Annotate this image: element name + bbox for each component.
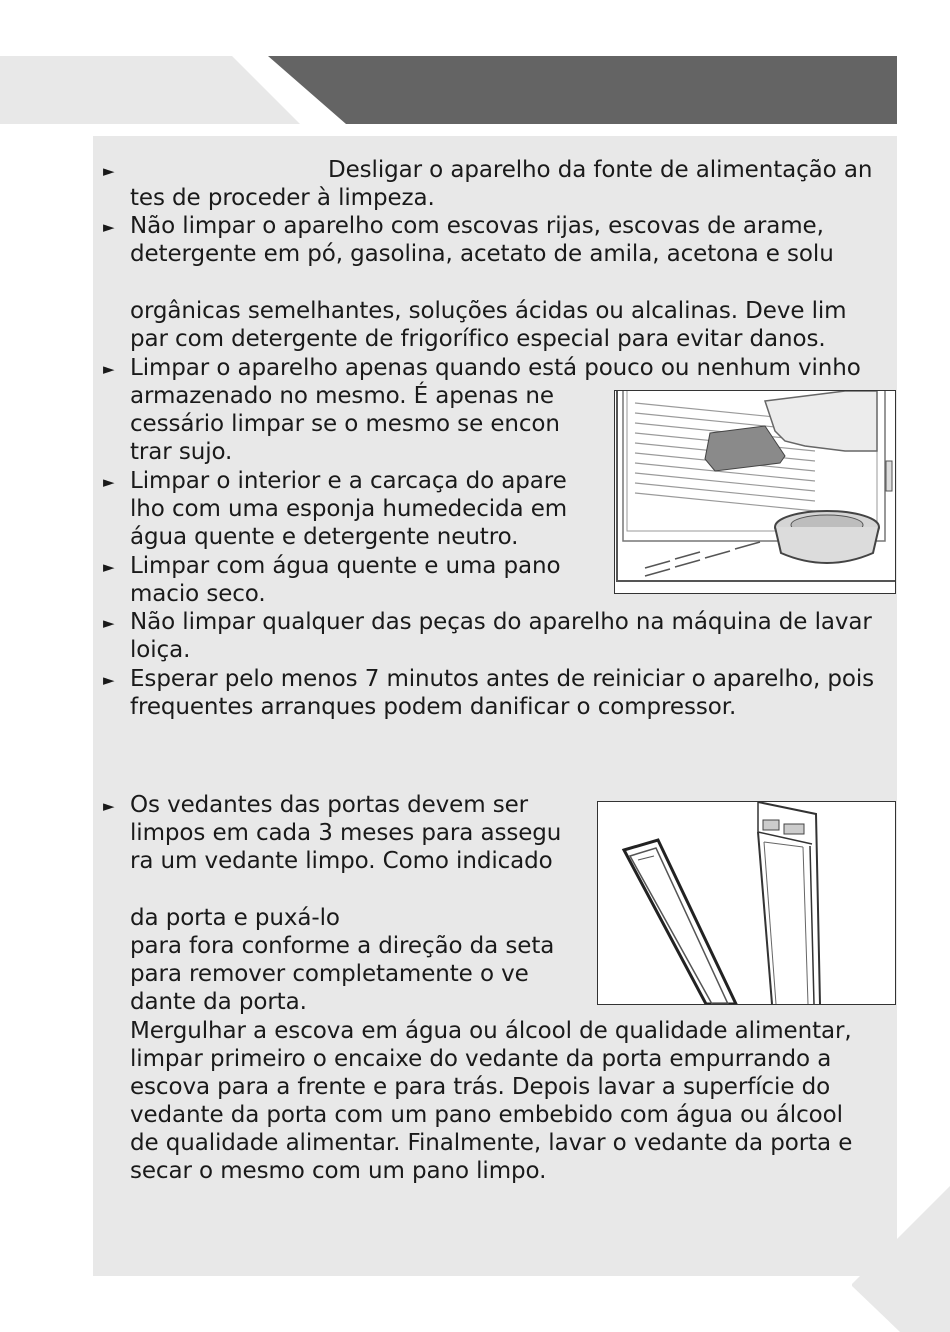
text-line: secar o mesmo com um pano limpo. — [130, 1158, 547, 1184]
text-line: Não limpar qualquer das peças do aparelho na máquina de lavar — [130, 609, 872, 635]
text-line: de qualidade alimentar. Finalmente, lavar o vedante da porta e — [130, 1130, 853, 1156]
text-line: armazenado no mesmo. É apenas ne — [130, 383, 554, 409]
bullet-icon: ► — [103, 218, 115, 236]
bullet-icon: ► — [103, 162, 115, 180]
text-line: Limpar o aparelho apenas quando está pouco ou nenhum vinho — [130, 355, 861, 381]
text-line: água quente e detergente neutro. — [130, 524, 519, 550]
text-line: Limpar o interior e a carcaça do apare — [130, 468, 567, 494]
text-line: da porta e puxá-lo — [130, 905, 340, 931]
text-line: par com detergente de frigorífico especial para evitar danos. — [130, 326, 826, 352]
text-line: frequentes arranques podem danificar o compressor. — [130, 694, 737, 720]
text-line: macio seco. — [130, 581, 266, 607]
text-line: trar sujo. — [130, 439, 233, 465]
header-tab-shape — [0, 56, 300, 124]
text-line: vedante da porta com um pano embebido com água ou álcool — [130, 1102, 843, 1128]
bullet-icon: ► — [103, 671, 115, 689]
text-line: Esperar pelo menos 7 minutos antes de reiniciar o aparelho, pois — [130, 666, 875, 692]
text-line: limpos em cada 3 meses para assegu — [130, 820, 562, 846]
text-line: escova para a frente e para trás. Depois lavar a superfície do — [130, 1074, 831, 1100]
text-line: detergente em pó, gasolina, acetato de amila, acetona e solu — [130, 241, 834, 267]
text-line: Os vedantes das portas devem ser — [130, 792, 529, 818]
text-line: dante da porta. — [130, 989, 307, 1015]
text-line: para remover completamente o ve — [130, 961, 529, 987]
text-line: cessário limpar se o mesmo se encon — [130, 411, 560, 437]
text-line: loiça. — [130, 637, 191, 663]
cleaning-illustration-drawing — [615, 391, 895, 593]
text-line: lho com uma esponja humedecida em — [130, 496, 568, 522]
header-bar — [268, 56, 897, 124]
bullet-icon: ► — [103, 797, 115, 815]
text-line: tes de proceder à limpeza. — [130, 185, 435, 211]
door-seal-illustration — [597, 801, 896, 1005]
text-line: Limpar com água quente e uma pano — [130, 553, 561, 579]
text-line: para fora conforme a direção da seta — [130, 933, 555, 959]
text-line: orgânicas semelhantes, soluções ácidas ou alcalinas. Deve lim — [130, 298, 847, 324]
bullet-icon: ► — [103, 473, 115, 491]
text-line: Desligar o aparelho da fonte de alimentação an — [328, 157, 873, 183]
door-seal-illustration-drawing — [598, 802, 895, 1004]
text-line: Mergulhar a escova em água ou álcool de qualidade alimentar, — [130, 1018, 852, 1044]
bullet-icon: ► — [103, 614, 115, 632]
bullet-icon: ► — [103, 360, 115, 378]
cleaning-illustration — [614, 390, 896, 594]
bullet-icon: ► — [103, 558, 115, 576]
text-line: ra um vedante limpo. Como indicado — [130, 848, 553, 874]
text-line: Não limpar o aparelho com escovas rijas, escovas de arame, — [130, 213, 824, 239]
text-line: limpar primeiro o encaixe do vedante da porta empurrando a — [130, 1046, 832, 1072]
